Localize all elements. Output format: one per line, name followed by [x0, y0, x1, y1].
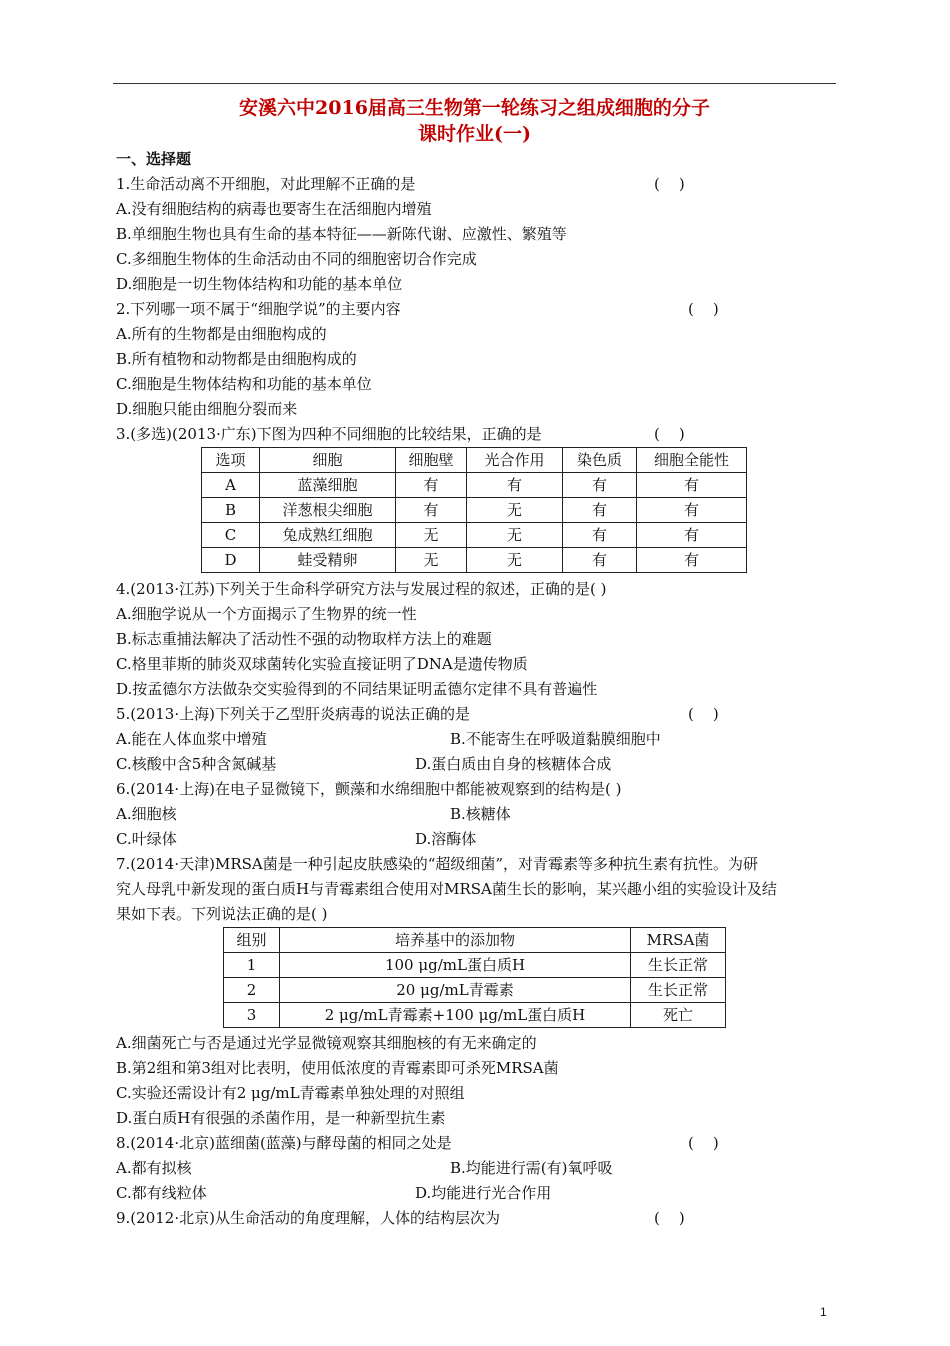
table-cell: 有	[637, 498, 747, 523]
table-cell: 生长正常	[631, 978, 726, 1003]
question-9-stem: 9.(2012·北京)从生命活动的角度理解，人体的结构层次为	[116, 1209, 500, 1227]
table-cell: 洋葱根尖细胞	[260, 498, 396, 523]
table-cell: 有	[396, 473, 467, 498]
table-cell: 无	[467, 523, 563, 548]
question-7-stem-line: 7.(2014·天津)MRSA菌是一种引起皮肤感染的“超级细菌”，对青霉素等多种抗生素有抗性。为研	[116, 855, 759, 873]
question-5-option-a: A.能在人体血浆中增殖	[116, 730, 267, 748]
question-5-option-b: B.不能寄生在呼吸道黏膜细胞中	[450, 730, 661, 748]
question-4-option-a: A.细胞学说从一个方面揭示了生物界的统一性	[116, 605, 417, 623]
table-cell: 2 μg/mL青霉素+100 μg/mL蛋白质H	[280, 1003, 631, 1028]
question-8-option-d: D.均能进行光合作用	[415, 1184, 552, 1202]
question-8-option-b: B.均能进行需(有)氧呼吸	[450, 1159, 613, 1177]
question-5-option-c: C.核酸中含5种含氮碱基	[116, 755, 277, 773]
question-2-option-b: B.所有植物和动物都是由细胞构成的	[116, 350, 357, 368]
question-4-option-d: D.按孟德尔方法做杂交实验得到的不同结果证明孟德尔定律不具有普遍性	[116, 680, 598, 698]
question-4-stem: 4.(2013·江苏)下列关于生命科学研究方法与发展过程的叙述，正确的是( )	[116, 580, 607, 598]
table-cell: 有	[563, 548, 637, 573]
table-header-row	[224, 928, 726, 953]
section-heading: 一、选择题	[116, 150, 192, 168]
header-rule	[113, 83, 836, 84]
table-header-cell: MRSA菌	[631, 928, 726, 953]
question-1-option-c: C.多细胞生物体的生命活动由不同的细胞密切合作完成	[116, 250, 477, 268]
table-header-cell: 染色质	[563, 448, 637, 473]
table-cell: 有	[396, 498, 467, 523]
question-6-option-b: B.核糖体	[450, 805, 511, 823]
table-cell: 无	[396, 548, 467, 573]
table-header-cell: 细胞壁	[396, 448, 467, 473]
question-8-stem: 8.(2014·北京)蓝细菌(蓝藻)与酵母菌的相同之处是	[116, 1134, 452, 1152]
question-7-option-a: A.细菌死亡与否是通过光学显微镜观察其细胞核的有无来确定的	[116, 1034, 537, 1052]
question-1-answer-blank: ( )	[654, 175, 685, 193]
table-cell: 兔成熟红细胞	[260, 523, 396, 548]
table-cell: A	[202, 473, 260, 498]
question-8-option-a: A.都有拟核	[116, 1159, 192, 1177]
question-7-option-c: C.实验还需设计有2 μg/mL青霉素单独处理的对照组	[116, 1084, 465, 1102]
table-cell: 无	[467, 548, 563, 573]
page-subtitle: 课时作业(一)	[418, 123, 531, 145]
table-cell: 蓝藻细胞	[260, 473, 396, 498]
question-2-option-a: A.所有的生物都是由细胞构成的	[116, 325, 327, 343]
question-1-option-d: D.细胞是一切生物体结构和功能的基本单位	[116, 275, 403, 293]
table-cell: 无	[396, 523, 467, 548]
question-2-option-c: C.细胞是生物体结构和功能的基本单位	[116, 375, 372, 393]
cell-comparison-table	[201, 447, 747, 573]
question-5-answer-blank: ( )	[688, 705, 719, 723]
page-title: 安溪六中2016届高三生物第一轮练习之组成细胞的分子	[239, 97, 710, 119]
question-2-option-d: D.细胞只能由细胞分裂而来	[116, 400, 298, 418]
table-cell: 1	[224, 953, 280, 978]
question-2-stem: 2.下列哪一项不属于“细胞学说”的主要内容	[116, 300, 401, 318]
table-cell: 生长正常	[631, 953, 726, 978]
table-header-cell: 细胞	[260, 448, 396, 473]
table-cell: 有	[563, 523, 637, 548]
table-header-cell: 光合作用	[467, 448, 563, 473]
question-3-answer-blank: ( )	[654, 425, 685, 443]
question-7-option-d: D.蛋白质H有很强的杀菌作用，是一种新型抗生素	[116, 1109, 446, 1127]
table-header-row	[202, 448, 747, 473]
question-8-answer-blank: ( )	[688, 1134, 719, 1152]
table-cell: 100 μg/mL蛋白质H	[280, 953, 631, 978]
question-7-stem-line: 究人母乳中新发现的蛋白质H与青霉素组合使用对MRSA菌生长的影响，某兴趣小组的实验设计及结	[116, 880, 777, 898]
question-6-stem: 6.(2014·上海)在电子显微镜下，颤藻和水绵细胞中都能被观察到的结构是( )	[116, 780, 622, 798]
table-cell: 有	[563, 473, 637, 498]
table-cell: 有	[637, 473, 747, 498]
question-5-option-d: D.蛋白质由自身的核糖体合成	[415, 755, 612, 773]
table-row	[224, 978, 726, 1003]
table-cell: 有	[637, 523, 747, 548]
question-9-answer-blank: ( )	[654, 1209, 685, 1227]
table-row	[202, 498, 747, 523]
table-cell: 有	[637, 548, 747, 573]
mrsa-experiment-table	[223, 927, 726, 1028]
question-6-option-d: D.溶酶体	[415, 830, 477, 848]
question-2-answer-blank: ( )	[688, 300, 719, 318]
question-1-option-a: A.没有细胞结构的病毒也要寄生在活细胞内增殖	[116, 200, 432, 218]
table-header-cell: 培养基中的添加物	[280, 928, 631, 953]
question-7-stem-line: 果如下表。下列说法正确的是( )	[116, 905, 328, 923]
question-3-stem: 3.(多选)(2013·广东)下图为四种不同细胞的比较结果，正确的是	[116, 425, 542, 443]
table-cell: 无	[467, 498, 563, 523]
page-number: 1	[820, 1305, 827, 1319]
table-header-cell: 选项	[202, 448, 260, 473]
table-row	[202, 473, 747, 498]
question-8-option-c: C.都有线粒体	[116, 1184, 207, 1202]
table-row	[224, 953, 726, 978]
table-cell: 有	[467, 473, 563, 498]
question-1-stem: 1.生命活动离不开细胞，对此理解不正确的是	[116, 175, 416, 193]
table-cell: 死亡	[631, 1003, 726, 1028]
table-row	[202, 548, 747, 573]
question-7-option-b: B.第2组和第3组对比表明，使用低浓度的青霉素即可杀死MRSA菌	[116, 1059, 559, 1077]
table-header-cell: 细胞全能性	[637, 448, 747, 473]
question-4-option-b: B.标志重捕法解决了活动性不强的动物取样方法上的难题	[116, 630, 492, 648]
table-cell: 有	[563, 498, 637, 523]
table-cell: D	[202, 548, 260, 573]
table-row	[202, 523, 747, 548]
table-cell: B	[202, 498, 260, 523]
question-6-option-a: A.细胞核	[116, 805, 177, 823]
question-5-stem: 5.(2013·上海)下列关于乙型肝炎病毒的说法正确的是	[116, 705, 470, 723]
table-cell: 2	[224, 978, 280, 1003]
table-cell: 蛙受精卵	[260, 548, 396, 573]
question-4-option-c: C.格里菲斯的肺炎双球菌转化实验直接证明了DNA是遗传物质	[116, 655, 528, 673]
question-6-option-c: C.叶绿体	[116, 830, 177, 848]
table-header-cell: 组别	[224, 928, 280, 953]
table-row	[224, 1003, 726, 1028]
table-cell: 3	[224, 1003, 280, 1028]
table-cell: C	[202, 523, 260, 548]
question-1-option-b: B.单细胞生物也具有生命的基本特征——新陈代谢、应激性、繁殖等	[116, 225, 567, 243]
table-cell: 20 μg/mL青霉素	[280, 978, 631, 1003]
